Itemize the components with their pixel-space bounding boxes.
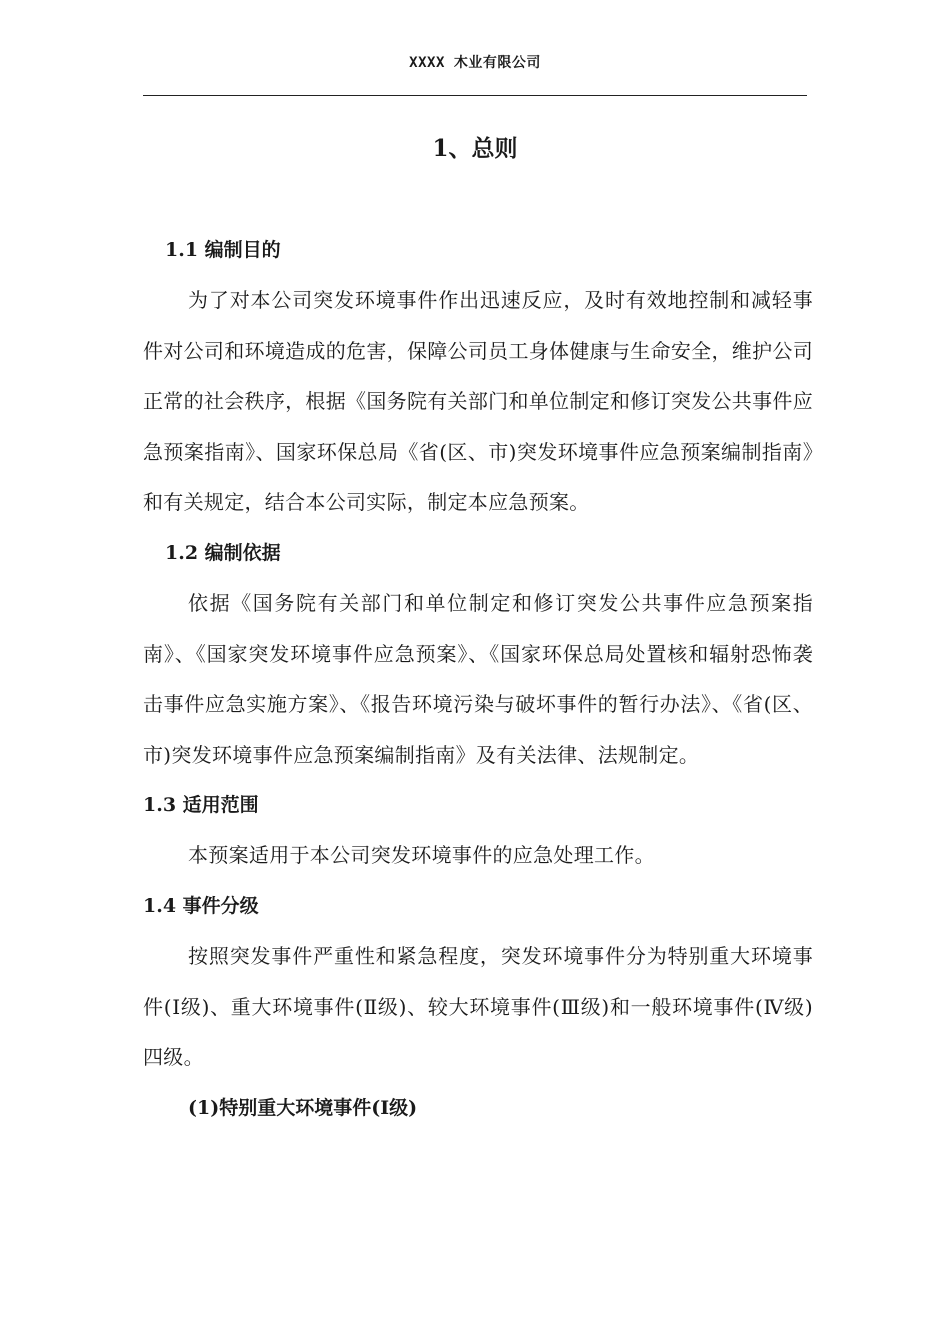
document-body [143,225,813,1133]
section-paragraph-1-1: 为了对本公司突发环境事件作出迅速反应，及时有效地控制和减轻事件对公司和环境造成的危害，保障公司员工身体健康与生命安全，维护公司正常的社会秩序，根据《国务院有关部门和单位制定和修订突发公共事件应急预案指南》、国家环保总局《省(区、市)突发环境事件应急预案编制指南》和有关规定，结合本公司实际，制定本应急预案。 [143,288,813,515]
section-heading-1-1: 1.1 编制目的 [165,239,281,261]
section-paragraph-1-2: 依据《国务院有关部门和单位制定和修订突发公共事件应急预案指南》、《国家突发环境事件应急预案》、《国家环保总局处置核和辐射恐怖袭击事件应急实施方案》、《报告环境污染与破坏事件的暂行办法》、《省(区、市)突发环境事件应急预案编制指南》及有关法律、法规制定。 [143,590,813,767]
section-heading-1-4: 1.4 事件分级 [143,894,259,917]
header-divider [143,95,807,96]
section-heading-1-3: 1.3 适用范围 [143,794,259,817]
section-paragraph-1-3: 本预案适用于本公司突发环境事件的应急处理工作。 [188,843,655,868]
section-paragraph-1-4: 按照突发事件严重性和紧急程度，突发环境事件分为特别重大环境事件(Ⅰ级)、重大环境事件(Ⅱ级)、较大环境事件(Ⅲ级)和一般环境事件(Ⅳ级)四级。 [143,943,813,1070]
section-heading-1-2: 1.2 编制依据 [165,541,281,564]
subitem-level-1: (1)特别重大环境事件(Ⅰ级) [188,1096,418,1119]
chapter-title: 1、总则 [432,135,518,162]
page-header-company: XXXX 木业有限公司 [409,55,541,71]
